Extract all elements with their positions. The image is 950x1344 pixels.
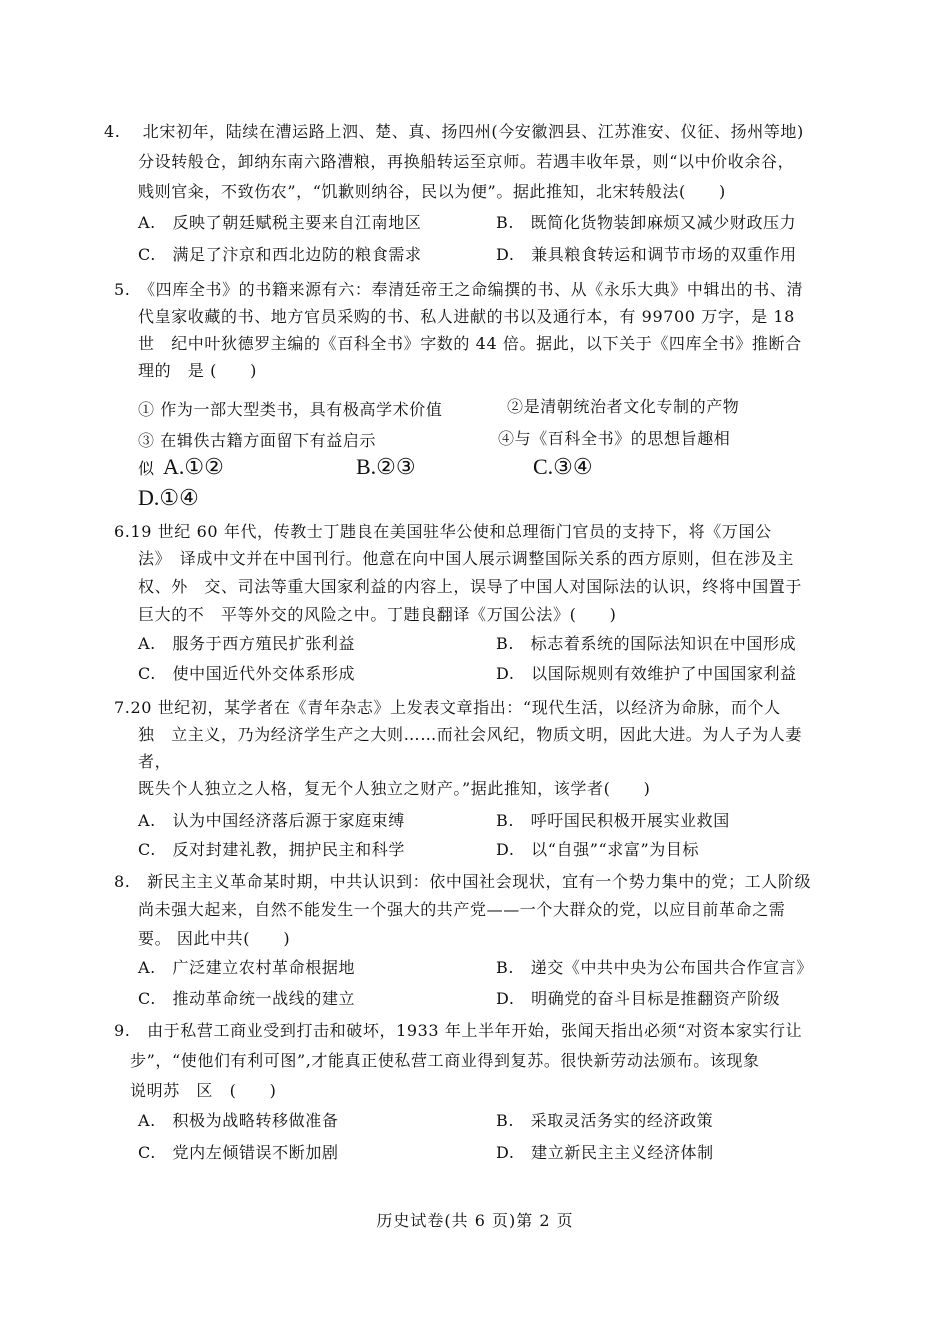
q4-option-d: D. 兼具粮食转运和调节市场的双重作用 — [496, 245, 797, 264]
q4-option-a: A. 反映了朝廷赋税主要来自江南地区 — [138, 213, 422, 232]
q5-item-4: ④与《百科全书》的思想旨趣相 — [498, 429, 731, 448]
q7-option-b: B. 呼吁国民积极开展实业救国 — [496, 811, 730, 830]
q5-option-b: B.②③ — [356, 454, 416, 479]
q5-item-4-continued: 似 — [138, 459, 155, 478]
q6-option-c: C. 使中国近代外交体系形成 — [138, 664, 356, 683]
q4-option-b: B. 既简化货物装卸麻烦又减少财政压力 — [496, 213, 797, 232]
q7-stem-line: 既失个人独立之人格，复无个人独立之财产。”据此推知，该学者( ) — [138, 779, 651, 798]
q7-option-a: A. 认为中国经济落后源于家庭束缚 — [138, 811, 405, 830]
q4-option-c: C. 满足了汴京和西北边防的粮食需求 — [138, 245, 422, 264]
q5-stem-line: 理的 是 ( ) — [138, 361, 257, 380]
q6-stem-line: 巨大的不 平等外交的风险之中。丁韪良翻译《万国公法》( ) — [138, 605, 617, 624]
q4-stem-line: 贱则官籴，不致伤农”，“饥歉则纳谷，民以为便”。据此推知，北宋转般法( ) — [138, 182, 726, 201]
q8-option-b: B. 递交《中共中央为公布国共合作宣言》 — [496, 958, 813, 977]
q5-option-c: C.③④ — [533, 454, 593, 479]
q6-option-d: D. 以国际规则有效维护了中国国家利益 — [496, 664, 797, 683]
q8-option-d: D. 明确党的奋斗目标是推翻资产阶级 — [496, 989, 781, 1008]
q9-option-b: B. 采取灵活务实的经济政策 — [496, 1111, 714, 1130]
q6-stem-line: 权、外 交、司法等重大国家利益的内容上，误导了中国人对国际法的认识，终将中国置于 — [138, 577, 803, 596]
q5-option-d: D.①④ — [138, 485, 199, 510]
q4-stem-line: 4. 北宋初年，陆续在漕运路上泗、楚、真、扬四州(今安徽泗县、江苏淮安、仪征、扬州等地) — [104, 122, 804, 141]
q9-option-c: C. 党内左倾错误不断加剧 — [138, 1143, 339, 1162]
q9-stem-line: 步”，“使他们有利可图”,才能真正使私营工商业得到复苏。很快新劳动法颁布。该现象 — [130, 1051, 760, 1070]
q6-stem-line: 6.19 世纪 60 年代，传教士丁韪良在美国驻华公使和总理衙门官员的支持下，将《万国公 — [114, 522, 772, 541]
q9-stem-line: 说明苏 区 ( ) — [130, 1081, 277, 1100]
q7-stem-line: 7.20 世纪初，某学者在《青年杂志》上发表文章指出：“现代生活，以经济为命脉，而个人 — [114, 698, 781, 717]
q9-option-d: D. 建立新民主主义经济体制 — [496, 1143, 714, 1162]
q7-stem-line: 者， — [138, 752, 172, 771]
q8-option-c: C. 推动革命统一战线的建立 — [138, 989, 356, 1008]
q9-stem-line: 9. 由于私营工商业受到打击和破坏，1933 年上半年开始，张闻天指出必须“对资本家实行让 — [114, 1021, 803, 1040]
q6-option-b: B. 标志着系统的国际法知识在中国形成 — [496, 634, 797, 653]
q5-item-2: ②是清朝统治者文化专制的产物 — [507, 397, 740, 416]
q5-option-a: A.①② — [163, 454, 224, 479]
q5-stem-line: 5. 《四库全书》的书籍来源有六：奉清廷帝王之命编撰的书、从《永乐大典》中辑出的书、清 — [114, 280, 804, 299]
q9-option-a: A. 积极为战略转移做准备 — [138, 1111, 339, 1130]
q8-stem-line: 8. 新民主主义革命某时期，中共认识到：依中国社会现状，宜有一个势力集中的党；工人阶级 — [114, 872, 812, 891]
q6-stem-line: 法》 译成中文并在中国刊行。他意在向中国人展示调整国际关系的西方原则，但在涉及主 — [138, 549, 795, 568]
q6-option-a: A. 服务于西方殖民扩张利益 — [138, 634, 356, 653]
q5-item-3: ③ 在辑佚古籍方面留下有益启示 — [138, 431, 377, 450]
q8-stem-line: 要。 因此中共( ) — [138, 929, 291, 948]
q5-stem-line: 代皇家收藏的书、地方官员采购的书、私人进献的书以及通行本，有 99700 万字，是 18 — [138, 307, 795, 326]
q7-option-d: D. 以“自强”“求富”为目标 — [496, 840, 700, 859]
q8-stem-line: 尚未强大起来，自然不能发生一个强大的共产党——一个大群众的党，以应目前革命之需 — [138, 900, 786, 919]
q7-stem-line: 独 立主义，乃为经济学生产之大则……而社会风纪，物质文明，因此大进。为人子为人妻 — [138, 725, 803, 744]
q7-option-c: C. 反对封建礼教，拥护民主和科学 — [138, 840, 405, 859]
q8-option-a: A. 广泛建立农村革命根据地 — [138, 958, 356, 977]
q4-stem-line: 分设转般仓，卸纳东南六路漕粮，再换船转运至京师。若遇丰收年景，则“以中价收余谷， — [138, 152, 795, 171]
page-footer: 历史试卷(共 6 页)第 2 页 — [376, 1211, 574, 1230]
q5-item-1: ① 作为一部大型类书，具有极高学术价值 — [138, 400, 443, 419]
q5-stem-line: 世 纪中叶狄德罗主编的《百科全书》字数的 44 倍。据此，以下关于《四库全书》推断合 — [138, 334, 802, 353]
